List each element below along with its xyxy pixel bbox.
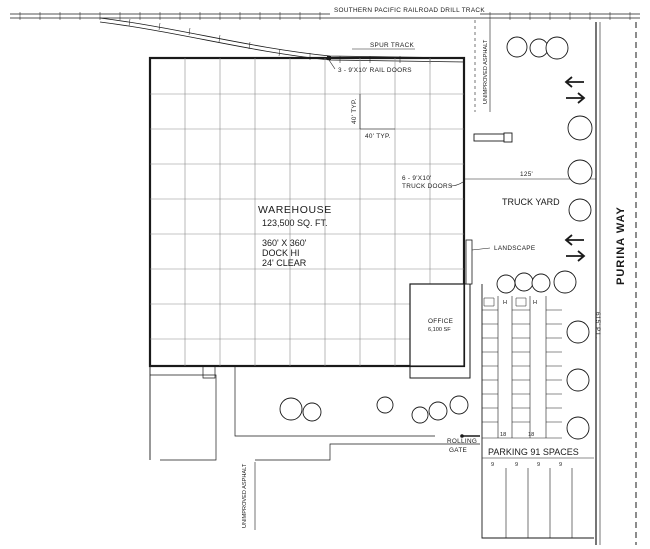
landscape-strip	[466, 240, 490, 284]
purina-way-label: PURINA WAY	[615, 206, 627, 285]
truck-icon	[474, 133, 512, 142]
landscape-label: LANDSCAPE	[494, 245, 536, 252]
office-title: OFFICE	[428, 318, 454, 325]
unimproved-asphalt-bottom-label: UNIMPROVED ASPHALT	[242, 463, 248, 528]
driveway-arrows-south	[566, 235, 584, 261]
stall-9-a: 9	[491, 462, 495, 468]
warehouse-dimensions: 360' X 360'	[262, 238, 307, 248]
rolling-gate-label-line1: ROLLING	[447, 438, 478, 445]
trees-front-lawn	[280, 396, 468, 423]
warehouse-clear-height: 24' CLEAR	[262, 258, 307, 268]
rolling-gate-label-line2: GATE	[449, 447, 468, 454]
office-area: 6,100 SF	[428, 327, 451, 333]
stall-h-right: H	[533, 300, 538, 306]
parking-label: PARKING 91 SPACES	[488, 447, 579, 457]
stall-9-d: 9	[559, 462, 563, 468]
dim-40-typ-horizontal: 40' TYP.	[365, 133, 391, 140]
dim-40-typ-vertical: 40' TYP.	[351, 98, 358, 124]
stall-18-right: 18	[528, 432, 535, 438]
dim-125: 125'	[520, 171, 534, 178]
stall-9-b: 9	[515, 462, 519, 468]
trees-top-right	[507, 37, 568, 59]
stall-9-c: 9	[537, 462, 541, 468]
office-block	[410, 284, 464, 366]
dim-615-property-line: 615' P.L.	[594, 312, 601, 339]
stall-18-left: 18	[500, 432, 507, 438]
warehouse-area: 123,500 SQ. FT.	[262, 218, 328, 228]
truck-doors-label-line1: 6 - 9'X10'	[402, 175, 432, 182]
trees-parking-row	[497, 271, 576, 293]
railroad-label: SOUTHERN PACIFIC RAILROAD DRILL TRACK	[334, 7, 485, 14]
warehouse-dock: DOCK HI	[262, 248, 300, 258]
rail-doors-label: 3 - 9'X10' RAIL DOORS	[338, 67, 412, 74]
truck-yard-label: TRUCK YARD	[502, 197, 560, 207]
truck-doors-label-line2: TRUCK DOORS	[402, 183, 453, 190]
spur-track-label: SPUR TRACK	[370, 42, 415, 49]
driveway-arrows-north	[566, 77, 584, 103]
warehouse-title: WAREHOUSE	[258, 204, 332, 216]
stall-h-left: H	[503, 300, 508, 306]
unimproved-asphalt-top-label: UNIMPROVED ASPHALT	[483, 39, 489, 104]
